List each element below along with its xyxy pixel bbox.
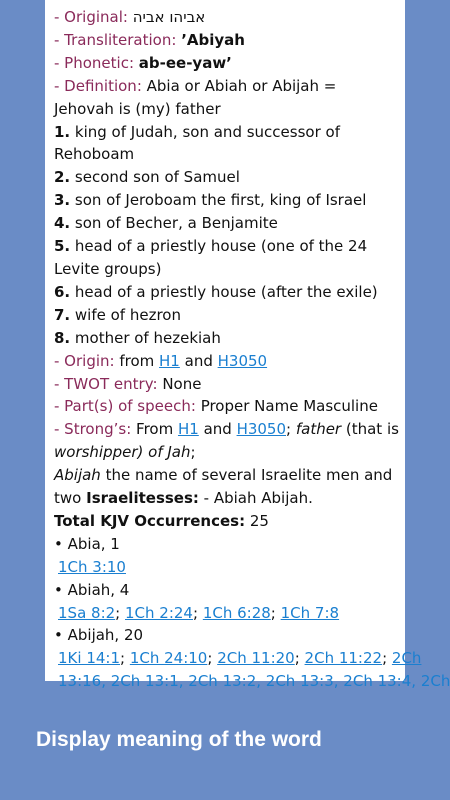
- twot-label: - TWOT entry:: [54, 374, 163, 393]
- strongs-separator: ;: [286, 420, 296, 439]
- ref-separator: ;: [115, 603, 125, 622]
- israelitesses-word: Israelitesses:: [86, 489, 199, 508]
- sense-item: [54, 143, 399, 166]
- phonetic-value: ab-ee-yaw’: [138, 53, 232, 72]
- verse-ref-link[interactable]: 1Ch 24:10: [129, 649, 208, 668]
- caption-text: Display meaning of the word: [36, 728, 322, 751]
- sense-number: 1.: [54, 122, 71, 141]
- ref-separator: ;: [192, 603, 203, 622]
- occurrence-label: • Abiah, 4: [54, 580, 130, 599]
- sense-item: [54, 327, 399, 350]
- strongs-worshipper: worshipper) of Jah: [54, 443, 191, 462]
- part-of-speech-value: Proper Name Masculine: [200, 397, 378, 416]
- ref-separator: ;: [382, 649, 392, 668]
- sense-text: Rehoboam: [54, 145, 135, 164]
- abijah-description: the name of several Israelite men and: [100, 466, 393, 485]
- sense-text: son of Jeroboam the first, king of Israel: [70, 191, 367, 210]
- sense-text: son of Becher, a Benjamite: [70, 214, 278, 233]
- sense-item: [54, 304, 399, 327]
- strongs-link-h3050[interactable]: H3050: [236, 420, 287, 439]
- strongs-label: - Strong’s:: [54, 420, 137, 439]
- ref-separator: ;: [294, 649, 305, 668]
- ref-separator: ;: [207, 649, 218, 668]
- occurrence-label: • Abia, 1: [54, 534, 120, 553]
- sense-text: head of a priestly house (one of the 24: [70, 237, 368, 256]
- occurrence-refs-abia: [54, 556, 399, 579]
- origin-label: - Origin:: [54, 351, 120, 370]
- verse-ref-link[interactable]: 1Ch 2:24: [125, 603, 193, 622]
- sense-text: king of Judah, son and successor of: [70, 122, 340, 141]
- abijah-word: Abijah: [54, 466, 101, 485]
- definition-label: - Definition:: [54, 76, 147, 95]
- verse-ref-link[interactable]: 1Ch 7:8: [280, 603, 340, 622]
- original-label: - Original:: [54, 8, 133, 26]
- phonetic-row: [54, 52, 399, 75]
- sense-number: 8.: [54, 328, 71, 347]
- sense-text: wife of hezron: [70, 305, 181, 324]
- strongs-row: [54, 418, 399, 441]
- ref-separator: ;: [120, 649, 130, 668]
- total-occurrences-row: [54, 510, 399, 533]
- definition-row: [54, 75, 399, 121]
- sense-item: [54, 281, 399, 304]
- israelitesses-rest: - Abiah Abijah.: [198, 489, 313, 508]
- verse-ref-link[interactable]: 1Ki 14:1: [58, 649, 120, 668]
- verse-ref-link[interactable]: 2Ch 11:22: [304, 649, 383, 668]
- sense-text: head of a priestly house (after the exile): [70, 282, 378, 301]
- verse-ref-link[interactable]: 1Ch 6:28: [202, 603, 271, 622]
- strongs-row-continued: [54, 441, 399, 464]
- strongs-that-is: (that is: [341, 420, 399, 439]
- sense-item: [54, 258, 399, 281]
- origin-from: from: [119, 351, 160, 370]
- origin-row: [54, 350, 399, 373]
- sense-number: 2.: [54, 168, 71, 187]
- verse-ref-link[interactable]: 1Ch 3:10: [58, 557, 126, 576]
- occurrence-refs-abijah-cut[interactable]: 13:16, 2Ch 13:1, 2Ch 13:2, 2Ch 13:3, 2Ch 13:4, 2Ch: [58, 672, 450, 691]
- ref-separator: ;: [270, 603, 281, 622]
- sense-text: Levite groups): [54, 259, 162, 278]
- sense-item: [54, 235, 399, 258]
- strongs-end: ;: [190, 443, 196, 462]
- occurrence-group-abia: [54, 533, 399, 556]
- origin-link-h1[interactable]: H1: [159, 351, 180, 370]
- original-row: [54, 6, 399, 29]
- transliteration-row: [54, 29, 399, 52]
- two-text: two: [54, 489, 87, 508]
- definition-value: Abia or Abiah or Abijah = Jehovah is (my) father: [54, 76, 337, 118]
- origin-link-h3050[interactable]: H3050: [217, 351, 268, 370]
- occurrence-refs-abijah: [54, 647, 422, 670]
- sense-number: 3.: [54, 191, 71, 210]
- part-of-speech-row: [54, 395, 399, 418]
- abijah-row: [54, 464, 399, 487]
- occurrence-group-abiah: [54, 579, 399, 602]
- strongs-link-h1[interactable]: H1: [177, 420, 199, 439]
- total-occurrences-value: 25: [245, 511, 269, 530]
- transliteration-value: ’Abiyah: [181, 30, 245, 49]
- origin-and: and: [179, 351, 218, 370]
- twot-row: [54, 373, 399, 396]
- sense-number: 6.: [54, 282, 71, 301]
- sense-text: second son of Samuel: [70, 168, 240, 187]
- strongs-from: From: [136, 420, 178, 439]
- occurrence-group-abijah: [54, 624, 399, 647]
- occurrence-refs-abiah: [54, 602, 399, 625]
- sense-item: [54, 189, 399, 212]
- verse-ref-link[interactable]: 2Ch: [391, 649, 422, 668]
- sense-number: 7.: [54, 305, 71, 324]
- sense-item: [54, 121, 399, 144]
- phonetic-label: - Phonetic:: [54, 53, 139, 72]
- sense-item: [54, 166, 399, 189]
- part-of-speech-label: - Part(s) of speech:: [54, 397, 201, 416]
- definition-card: [45, 0, 450, 691]
- verse-ref-link[interactable]: 2Ch 11:20: [217, 649, 295, 668]
- sense-number: 4.: [54, 214, 71, 233]
- original-hebrew: אביהו אביה: [132, 8, 206, 26]
- strongs-and: and: [198, 420, 237, 439]
- total-occurrences-label: Total KJV Occurrences:: [54, 511, 246, 530]
- sense-number: 5.: [54, 237, 71, 256]
- israelitesses-row: [54, 487, 399, 510]
- strongs-father: father: [295, 420, 342, 439]
- transliteration-label: - Transliteration:: [54, 30, 182, 49]
- occurrence-label: • Abijah, 20: [54, 626, 144, 645]
- twot-value: None: [162, 374, 202, 393]
- sense-text: mother of hezekiah: [70, 328, 221, 347]
- sense-item: [54, 212, 399, 235]
- verse-ref-link[interactable]: 1Sa 8:2: [58, 603, 116, 622]
